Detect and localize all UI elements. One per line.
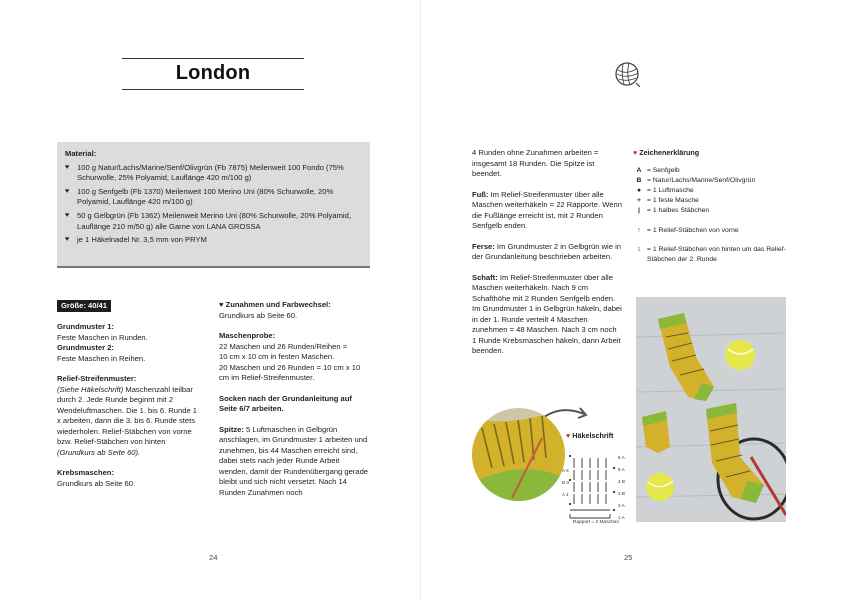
material-item-text: 100 g Senfgelb (Fb 1370) Meilenweit 100 Merino Uni (80% Schurwolle, 20% Polyamid, Lauflänge 420 m/100 g): [77, 186, 334, 207]
relief-paragraph: [57, 385, 199, 459]
maschenprobe-line: 10 cm x 10 cm in festen Maschen.: [219, 352, 335, 361]
spitze-end-text: 4 Runden ohne Zunahmen arbeiten = insgesamt 18 Runden. Die Spitze ist beendet.: [472, 148, 599, 178]
page-number-left: 24: [209, 553, 218, 562]
zunahmen-heading: Zunahmen und Farbwechsel:: [225, 300, 331, 309]
chart-caption: Rapport = 2 Maschen: [573, 520, 619, 525]
legend-row: [633, 206, 793, 216]
fuss-paragraph: [472, 190, 622, 232]
ferse-paragraph: [472, 242, 622, 263]
material-item: [65, 235, 362, 246]
socks-photo: [636, 297, 786, 522]
fuss-heading: Fuß:: [472, 189, 489, 199]
ferse-heading: Ferse:: [472, 241, 495, 251]
grundmuster2-heading: Grundmuster 2:: [57, 343, 114, 352]
page-number-right: 25: [624, 553, 633, 562]
relief-grundkurs-ref: (Grundkurs ab Seite 60).: [57, 447, 141, 457]
spitze-paragraph: [219, 425, 369, 499]
legend-text: = 1 halbes Stäbchen: [647, 207, 710, 214]
relief-reference: (Siehe Häkelschrift): [57, 384, 124, 394]
material-item: [65, 163, 362, 184]
grundmuster1-text: Feste Maschen in Runden.: [57, 332, 148, 342]
legend-row: [633, 196, 793, 206]
material-heading: Material:: [65, 149, 97, 158]
chart-row-label: 5 A: [618, 466, 625, 472]
legend-text: = 1 Relief-Stäbchen von vorne: [647, 227, 739, 234]
chart-row-label: 2 A: [618, 502, 625, 508]
legend-text: = 1 feste Masche: [647, 197, 699, 204]
right-column: [472, 148, 622, 357]
title-rule-bottom: [122, 89, 304, 90]
relief-back-icon: ↕: [637, 246, 641, 253]
spitze-heading: Spitze:: [219, 424, 244, 434]
legend-text: = 1 Luftmasche: [647, 187, 694, 194]
chart-row-label: B 3: [562, 480, 569, 485]
schaft-heading: Schaft:: [472, 272, 498, 282]
heart-icon: ♥: [566, 431, 573, 440]
legend-heading-line: [633, 148, 793, 158]
grundmuster1-heading: Grundmuster 1:: [57, 322, 114, 331]
chart-row-labels-left: [562, 465, 569, 501]
krebs-heading: Krebsmaschen:: [57, 468, 114, 477]
grundmuster2-text: Feste Maschen in Reihen.: [57, 353, 146, 363]
material-item: [65, 211, 362, 232]
chart-row-label: 6 A: [618, 455, 625, 460]
heart-bullet-icon: ♥: [65, 236, 70, 244]
legend-row: [633, 186, 793, 196]
legend-row-relief-front: [633, 226, 793, 236]
legend-symbol: |: [638, 207, 640, 214]
chart-row-label: A 5: [562, 468, 569, 473]
chart-row-label: 3 B: [618, 490, 625, 496]
fuss-text: Im Relief-Streifenmuster über alle Maschen weiterhäkeln = 22 Rapporte. Wenn die Fußlänge erreicht ist, mit 2 Runden Senfgelb enden.: [472, 189, 622, 230]
heart-bullet-icon: ♥: [65, 163, 70, 171]
legend-row-relief-back: [633, 245, 793, 265]
relief-front-icon: ↑: [637, 227, 641, 234]
chart-heading: Häkelschrift: [572, 431, 614, 440]
chart-row-label: A 1: [562, 492, 569, 497]
left-column-2: [219, 300, 369, 498]
legend-row: [633, 176, 793, 186]
legend-row: [633, 166, 793, 176]
schaft-paragraph: [472, 273, 622, 357]
chart-row-labels-right: [618, 452, 625, 523]
legend-text: = Senfgelb: [647, 167, 680, 174]
left-column-1: [57, 300, 199, 489]
material-item-text: je 1 Häkelnadel Nr. 3,5 mm von PRYM: [77, 235, 207, 245]
page-title: London: [175, 62, 251, 84]
chart-row-label: 4 B: [618, 478, 625, 484]
legend-symbol: A: [636, 167, 642, 174]
heart-bullet-icon: ♥: [65, 187, 70, 195]
maschenprobe-line: 22 Maschen und 26 Runden/Reihen =: [219, 341, 348, 351]
zunahmen-text: Grundkurs ab Seite 60.: [219, 310, 298, 320]
material-item-text: 50 g Gelbgrün (Fb 1362) Meilenweit Merino Uni (80% Schurwolle, 20% Polyamid, Lauflänge 210 m/50 g) alle Garne von LANA GROSSA: [77, 210, 351, 231]
legend-symbol: B: [636, 177, 642, 184]
material-item-text: 100 g Natur/Lachs/Marine/Senf/Olivgrün (Fb 7875) Meilenweit 100 Fondo (75% Schurwolle, 25% Polyamid, Lauflänge 420 m/100 g): [77, 162, 344, 183]
legend-heading: Zeichenerklärung: [639, 148, 700, 157]
crochet-detail-photo: [472, 408, 565, 501]
maschenprobe-line: 20 Maschen und 26 Runden = 10 cm x 10: [219, 362, 361, 372]
heart-bullet-icon: ♥: [65, 211, 70, 219]
legend-text: = Natur/Lachs/Marine/Senf/Olivgrün: [647, 177, 756, 184]
title-rule-top: [122, 58, 304, 59]
heart-icon: ♥: [219, 300, 226, 309]
yarn-ball-icon: [614, 61, 641, 88]
legend-symbol: +: [637, 197, 641, 204]
relief-text: Maschenzahl teilbar durch 2. Jede Runde beginnt mit 2 Wendeluftmaschen. Die 1. bis 6. Runde 1 x arbeiten, dann die 3. bis 6. Runde stets wiederholen. Relief-Stäbchen von vorne bzw. Relief-Stäbchen von hinten: [57, 384, 198, 446]
size-badge: Größe: 40/41: [57, 300, 111, 312]
legend-text: = 1 Relief-Stäbchen von hinten um das Relief-Stäbchen der 2. Runde: [647, 246, 786, 263]
book-spine: [420, 0, 421, 600]
relief-heading: Relief-Streifenmuster:: [57, 374, 137, 383]
zunahmen-heading-line: [219, 300, 369, 311]
socken-heading: Socken nach der Grundanleitung auf Seite 6/7 arbeiten.: [219, 393, 352, 413]
legend-symbol: ●: [636, 187, 642, 194]
maschenprobe-heading: Maschenprobe:: [219, 331, 276, 340]
chart-row-label: 1 A: [618, 514, 625, 520]
krebs-text: Grundkurs ab Seite 60.: [57, 478, 136, 488]
heart-icon: ♥: [633, 148, 640, 157]
symbol-legend: [633, 148, 793, 265]
material-box: [57, 142, 370, 268]
ferse-text: Im Grundmuster 2 in Gelbgrün wie in der Grundanleitung beschrieben arbeiten.: [472, 241, 621, 261]
material-item: [65, 187, 362, 208]
maschenprobe-line: cm im Relief-Streifenmuster.: [219, 373, 315, 382]
spitze-text: 5 Luftmaschen in Gelbgrün anschlagen, im Grundmuster 1 arbeiten und zunehmen, bis 44 Maschen erreicht sind, dabei stets nach jeder Runde Arbeit wenden, damit der Rundenübergang gerade bleibt und sich nicht versetzt. Nach 14 Runden Zunahmen noch: [219, 424, 369, 497]
schaft-text: Im Relief-Streifenmuster über alle Maschen weiterhäkeln. Nach 9 cm Schafthöhe mit 2 Runden Senfgelb enden. Im Grundmuster 1 in Gelbgrün häkeln, dabei in der 1. Runde verteilt 4 Maschen zunehmen = 48 Maschen. Nach 3 cm noch 1 Runde Krebsmaschen häkeln, dann Arbeit beenden.: [472, 272, 622, 355]
